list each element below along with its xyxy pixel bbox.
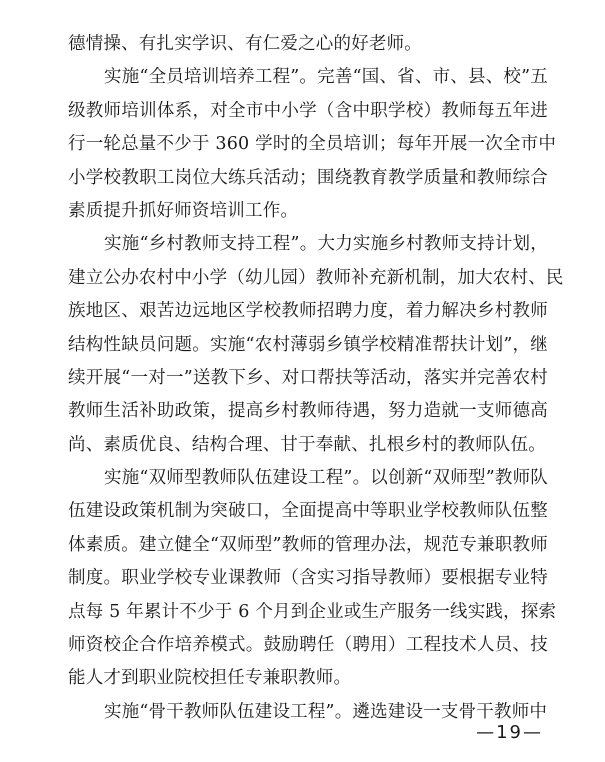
text-line: 点每 5 年累计不少于 6 个月到企业或生产服务一线实践，探索	[68, 601, 557, 622]
text-line: 尚、素质优良、结构合理、甘于奉献、扎根乡村的教师队伍。	[68, 434, 546, 455]
text-line: 实施“骨干教师队伍建设工程”。遴选建设一支骨干教师中	[104, 701, 548, 722]
text-line: 能人才到职业院校担任专兼职教师。	[68, 668, 352, 689]
page-number: —19—	[476, 722, 543, 743]
text-line: 教师生活补助政策，提高乡村教师待遇，努力造就一支师德高	[68, 401, 548, 422]
document-body	[68, 28, 564, 729]
text-line: 小学校教职工岗位大练兵活动；围绕教育教学质量和教师综合	[68, 167, 548, 188]
text-line: 建立公办农村中小学（幼儿园）教师补充新机制，加大农村、民	[68, 267, 564, 288]
text-line: 结构性缺员问题。实施“农村薄弱乡镇学校精准帮扶计划”，继	[68, 334, 548, 355]
text-line: 伍建设政策机制为突破口，全面提高中等职业学校教师队伍整	[68, 501, 548, 522]
text-line: 实施“双师型教师队伍建设工程”。以创新“双师型”教师队	[104, 468, 548, 489]
text-line: 级教师培训体系，对全市中小学（含中职学校）教师每五年进	[68, 100, 548, 121]
text-line: 续开展“一对一”送教下乡、对口帮扶等活动，落实并完善农村	[68, 367, 548, 388]
text-line: 实施“全员培训培养工程”。完善“国、省、市、县、校”五	[104, 67, 548, 88]
text-line: 实施“乡村教师支持工程”。大力实施乡村教师支持计划，	[104, 234, 548, 255]
text-line: 素质提升抓好师资培训工作。	[68, 200, 299, 221]
text-line: 行一轮总量不少于 360 学时的全员培训；每年开展一次全市中	[68, 134, 557, 155]
text-line: 制度。职业学校专业课教师（含实习指导教师）要根据专业特	[68, 568, 548, 589]
text-line: 德情操、有扎实学识、有仁爱之心的好老师。	[68, 34, 422, 54]
text-line: 体素质。建立健全“双师型”教师的管理办法，规范专兼职教师	[68, 534, 548, 555]
text-line: 族地区、艰苦边远地区学校教师招聘力度，着力解决乡村教师	[68, 301, 548, 322]
text-line: 师资校企合作培养模式。鼓励聘任（聘用）工程技术人员、技	[68, 635, 548, 656]
